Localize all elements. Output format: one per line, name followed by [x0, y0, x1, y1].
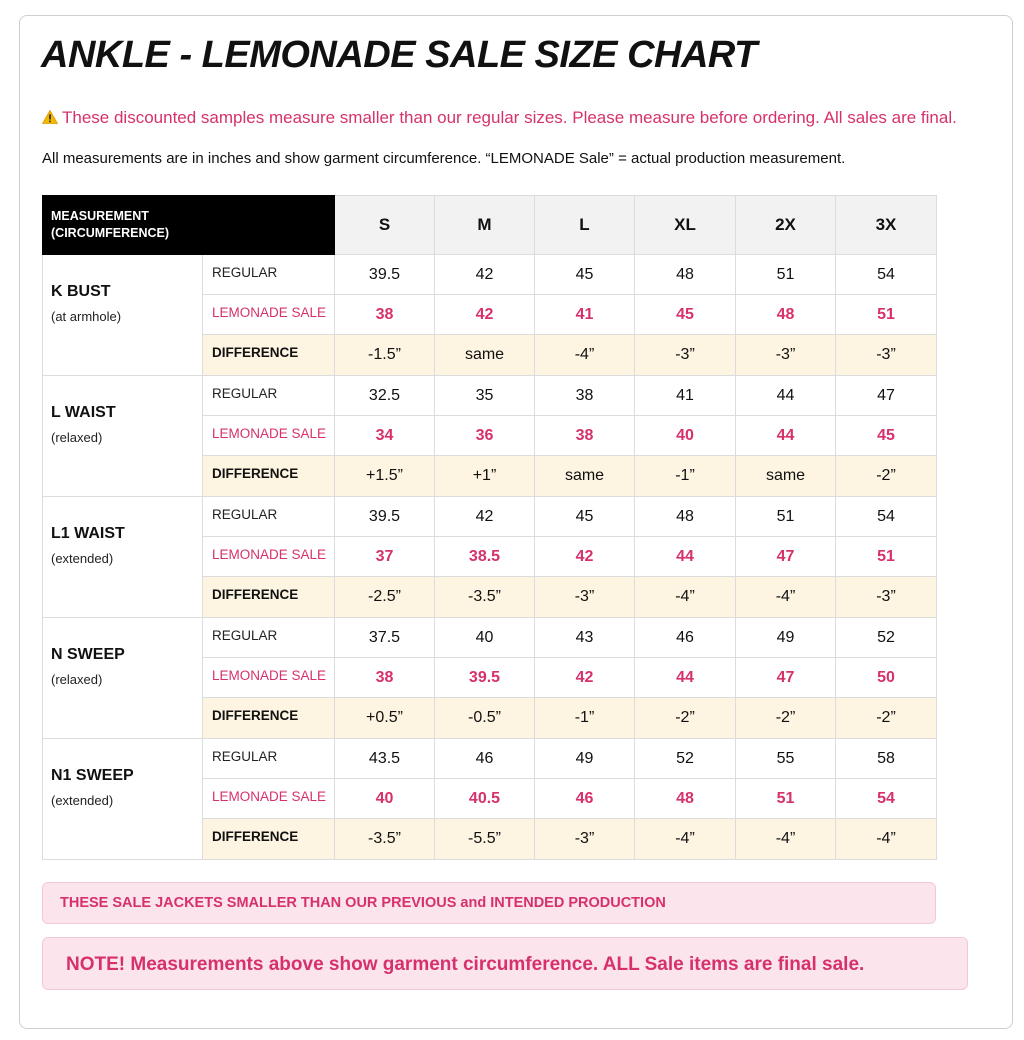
measurement-cell — [43, 739, 203, 860]
sale-value-cell: 38 — [335, 295, 435, 335]
regular-value-cell: 41 — [635, 376, 736, 416]
regular-value-cell: 42 — [435, 497, 535, 537]
measurement-note-text: (relaxed) — [51, 430, 103, 445]
difference-row-label: DIFFERENCE — [203, 698, 335, 739]
difference-value-cell: same — [736, 456, 836, 497]
difference-value-cell: -4” — [535, 335, 635, 376]
regular-row-label: REGULAR — [203, 255, 335, 295]
table-row — [43, 618, 937, 658]
measurement-cell — [43, 618, 203, 739]
measurement-cell — [43, 497, 203, 618]
table-row — [43, 497, 937, 537]
regular-row-label: REGULAR — [203, 618, 335, 658]
final-sale-note-banner: NOTE! Measurements above show garment circumference. ALL Sale items are final sale. — [42, 937, 968, 990]
regular-value-cell: 40 — [435, 618, 535, 658]
regular-value-cell: 46 — [435, 739, 535, 779]
difference-value-cell: -0.5” — [435, 698, 535, 739]
regular-value-cell: 37.5 — [335, 618, 435, 658]
regular-value-cell: 54 — [836, 255, 937, 295]
sale-value-cell: 51 — [836, 537, 937, 577]
measurement-note-text: (relaxed) — [51, 672, 103, 687]
regular-value-cell: 38 — [535, 376, 635, 416]
measurement-header — [43, 196, 335, 255]
measurement-note-text: (at armhole) — [51, 309, 122, 324]
measurement-name: L1 WAIST — [51, 525, 125, 542]
size-chart-table — [42, 195, 937, 860]
regular-value-cell: 45 — [535, 497, 635, 537]
size-header-s: S — [335, 196, 435, 255]
sale-value-cell: 44 — [635, 658, 736, 698]
difference-value-cell: +1” — [435, 456, 535, 497]
sale-value-cell: 38 — [335, 658, 435, 698]
sale-value-cell: 51 — [736, 779, 836, 819]
difference-value-cell: -2” — [635, 698, 736, 739]
sale-value-cell: 34 — [335, 416, 435, 456]
table-row — [43, 376, 937, 416]
table-row — [43, 255, 937, 295]
regular-value-cell: 43.5 — [335, 739, 435, 779]
regular-value-cell: 52 — [836, 618, 937, 658]
regular-value-cell: 55 — [736, 739, 836, 779]
size-header-2x: 2X — [736, 196, 836, 255]
difference-value-cell: -2” — [836, 698, 937, 739]
sale-value-cell: 48 — [736, 295, 836, 335]
regular-value-cell: 42 — [435, 255, 535, 295]
regular-value-cell: 54 — [836, 497, 937, 537]
size-header-3x: 3X — [836, 196, 937, 255]
sale-value-cell: 54 — [836, 779, 937, 819]
difference-value-cell: -4” — [635, 577, 736, 618]
difference-value-cell: -3” — [736, 335, 836, 376]
sale-value-cell: 45 — [836, 416, 937, 456]
difference-value-cell: -1.5” — [335, 335, 435, 376]
sale-value-cell: 42 — [535, 658, 635, 698]
regular-value-cell: 51 — [736, 255, 836, 295]
difference-row-label: DIFFERENCE — [203, 819, 335, 860]
page-title: ANKLE - LEMONADE SALE SIZE CHART — [41, 34, 757, 76]
sale-row-label: LEMONADE SALE — [203, 537, 335, 577]
difference-value-cell: -4” — [736, 819, 836, 860]
regular-row-label: REGULAR — [203, 739, 335, 779]
measurement-note-text: (extended) — [51, 793, 114, 808]
sale-value-cell: 41 — [535, 295, 635, 335]
difference-value-cell: -3” — [836, 577, 937, 618]
difference-value-cell: -3” — [836, 335, 937, 376]
measurement-note-text: (extended) — [51, 551, 114, 566]
sale-value-cell: 37 — [335, 537, 435, 577]
sale-value-cell: 47 — [736, 537, 836, 577]
size-header-xl: XL — [635, 196, 736, 255]
regular-row-label: REGULAR — [203, 376, 335, 416]
measurement-cell — [43, 255, 203, 376]
regular-value-cell: 43 — [535, 618, 635, 658]
sale-row-label: LEMONADE SALE — [203, 658, 335, 698]
regular-value-cell: 35 — [435, 376, 535, 416]
difference-value-cell: -4” — [635, 819, 736, 860]
sale-value-cell: 46 — [535, 779, 635, 819]
sale-notice-banner: THESE SALE JACKETS SMALLER THAN OUR PREVIOUS and INTENDED PRODUCTION — [42, 882, 936, 924]
difference-value-cell: -3” — [535, 577, 635, 618]
regular-value-cell: 49 — [736, 618, 836, 658]
measurement-header-line2: (CIRCUMFERENCE) — [51, 226, 170, 240]
difference-value-cell: -3” — [535, 819, 635, 860]
regular-value-cell: 46 — [635, 618, 736, 658]
regular-value-cell: 52 — [635, 739, 736, 779]
regular-value-cell: 44 — [736, 376, 836, 416]
measurement-name: N1 SWEEP — [51, 767, 134, 784]
sale-row-label: LEMONADE SALE — [203, 779, 335, 819]
sale-value-cell: 40.5 — [435, 779, 535, 819]
sale-value-cell: 50 — [836, 658, 937, 698]
difference-value-cell: same — [535, 456, 635, 497]
difference-value-cell: +0.5” — [335, 698, 435, 739]
sale-row-label: LEMONADE SALE — [203, 295, 335, 335]
warning-message — [42, 108, 957, 128]
regular-value-cell: 45 — [535, 255, 635, 295]
sale-value-cell: 47 — [736, 658, 836, 698]
measurement-name: K BUST — [51, 283, 111, 300]
difference-row-label: DIFFERENCE — [203, 456, 335, 497]
regular-value-cell: 58 — [836, 739, 937, 779]
table-row — [43, 739, 937, 779]
sale-value-cell: 44 — [635, 537, 736, 577]
warning-text: These discounted samples measure smaller than our regular sizes. Please measure before ordering. All sales are final. — [62, 108, 957, 127]
size-header-row — [43, 196, 937, 255]
difference-value-cell: same — [435, 335, 535, 376]
difference-value-cell: -2.5” — [335, 577, 435, 618]
difference-value-cell: -3.5” — [335, 819, 435, 860]
sale-value-cell: 44 — [736, 416, 836, 456]
difference-value-cell: -2” — [736, 698, 836, 739]
regular-row-label: REGULAR — [203, 497, 335, 537]
difference-row-label: DIFFERENCE — [203, 577, 335, 618]
measurement-name: N SWEEP — [51, 646, 125, 663]
measurement-note: All measurements are in inches and show garment circumference. “LEMONADE Sale” = actual production measurement. — [42, 150, 846, 167]
regular-value-cell: 47 — [836, 376, 937, 416]
measurement-name: L WAIST — [51, 404, 116, 421]
difference-value-cell: -1” — [535, 698, 635, 739]
sale-value-cell: 40 — [635, 416, 736, 456]
sale-value-cell: 40 — [335, 779, 435, 819]
sale-value-cell: 38.5 — [435, 537, 535, 577]
warning-icon — [42, 110, 58, 124]
difference-value-cell: -3” — [635, 335, 736, 376]
sale-value-cell: 38 — [535, 416, 635, 456]
regular-value-cell: 51 — [736, 497, 836, 537]
sale-value-cell: 51 — [836, 295, 937, 335]
sale-value-cell: 42 — [435, 295, 535, 335]
difference-value-cell: -5.5” — [435, 819, 535, 860]
regular-value-cell: 32.5 — [335, 376, 435, 416]
sale-value-cell: 42 — [535, 537, 635, 577]
size-header-l: L — [535, 196, 635, 255]
sale-row-label: LEMONADE SALE — [203, 416, 335, 456]
regular-value-cell: 48 — [635, 255, 736, 295]
difference-value-cell: -3.5” — [435, 577, 535, 618]
sale-value-cell: 36 — [435, 416, 535, 456]
sale-value-cell: 39.5 — [435, 658, 535, 698]
difference-value-cell: +1.5” — [335, 456, 435, 497]
regular-value-cell: 48 — [635, 497, 736, 537]
regular-value-cell: 49 — [535, 739, 635, 779]
difference-row-label: DIFFERENCE — [203, 335, 335, 376]
measurement-header-line1: MEASUREMENT — [51, 209, 149, 223]
size-header-m: M — [435, 196, 535, 255]
difference-value-cell: -4” — [836, 819, 937, 860]
regular-value-cell: 39.5 — [335, 255, 435, 295]
difference-value-cell: -2” — [836, 456, 937, 497]
difference-value-cell: -4” — [736, 577, 836, 618]
sale-value-cell: 48 — [635, 779, 736, 819]
regular-value-cell: 39.5 — [335, 497, 435, 537]
measurement-cell — [43, 376, 203, 497]
difference-value-cell: -1” — [635, 456, 736, 497]
sale-value-cell: 45 — [635, 295, 736, 335]
